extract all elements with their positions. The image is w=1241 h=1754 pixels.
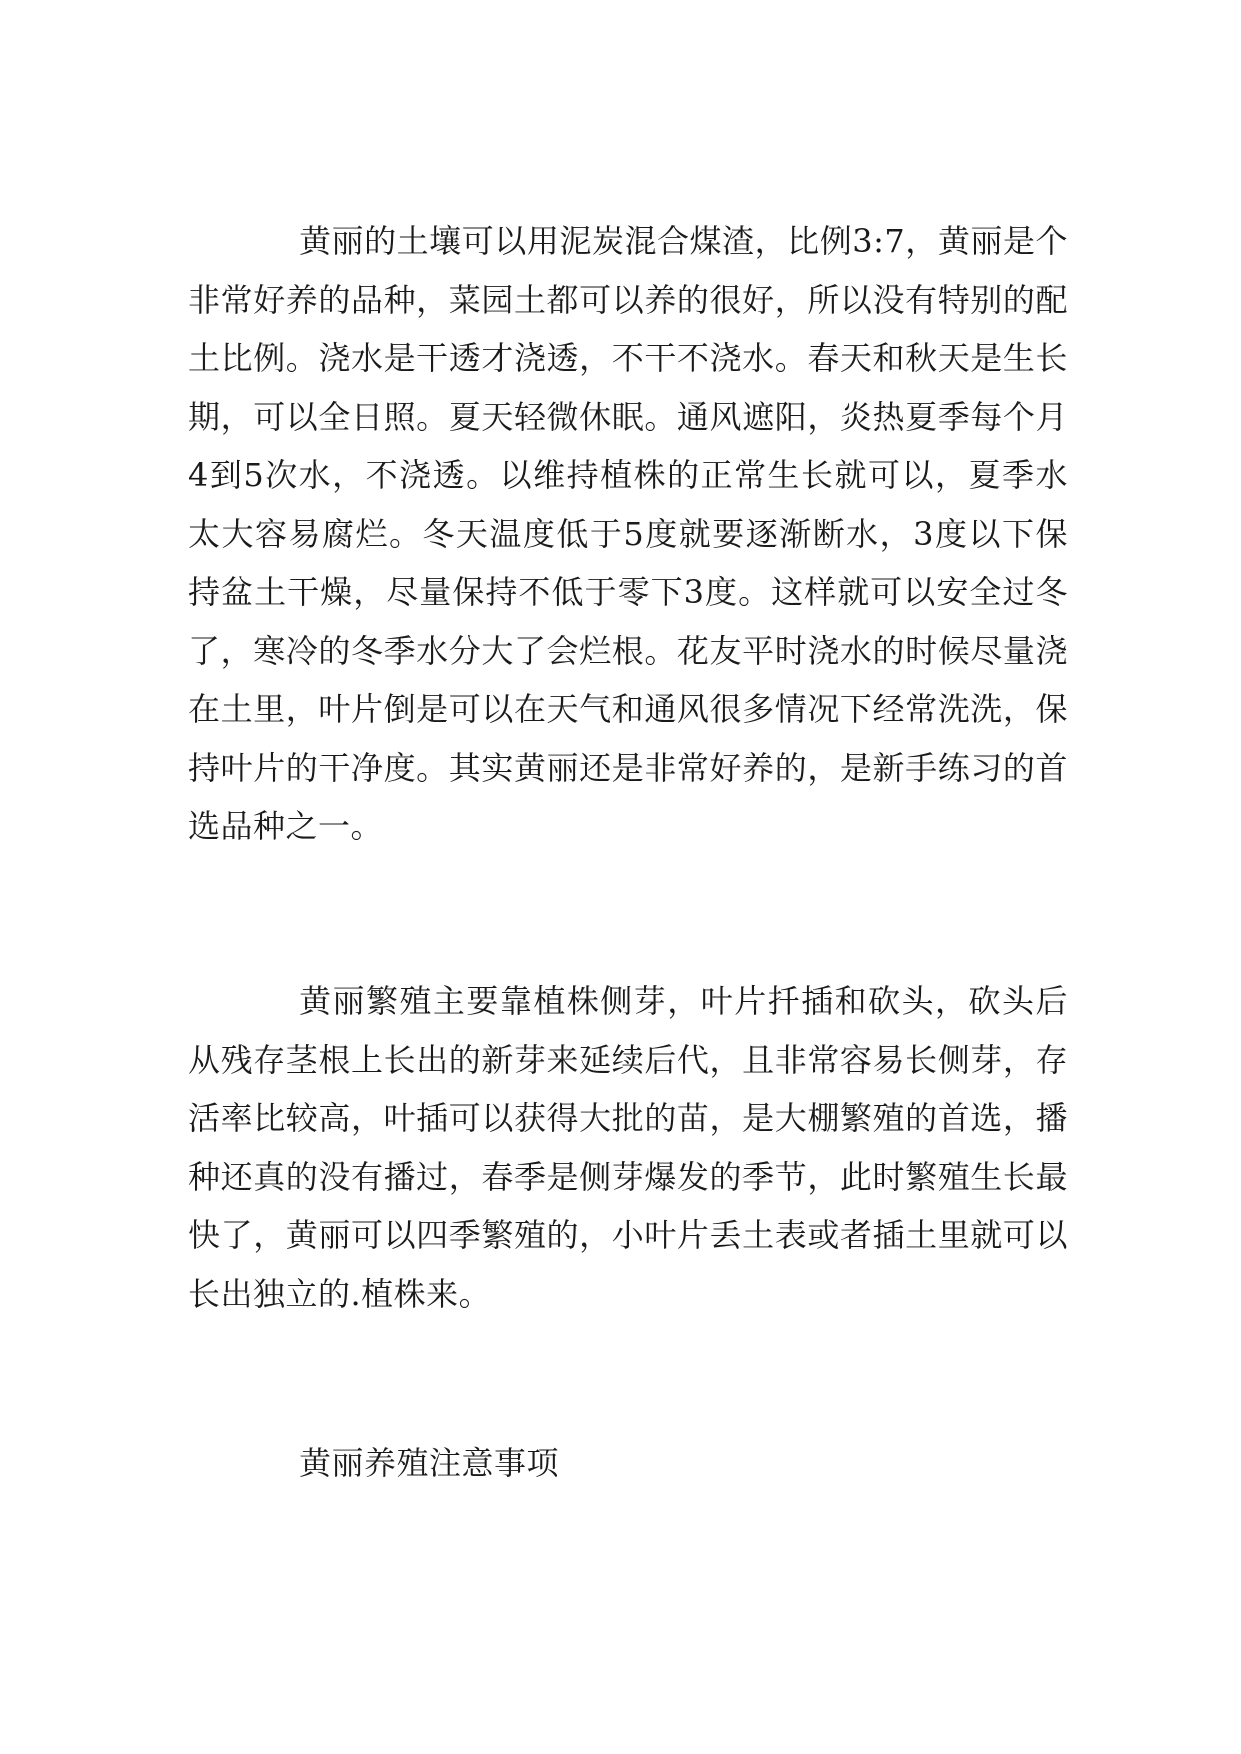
section-heading: 黄丽养殖注意事项 bbox=[299, 1444, 560, 1482]
paragraph-propagation: 黄丽繁殖主要靠植株侧芽，叶片扦插和砍头，砍头后从残存茎根上长出的新芽来延续后代，且非常容易长侧芽，存活率比较高，叶插可以获得大批的苗，是大棚繁殖的首选，播种还真的没有播过，春季是侧芽爆发的季节，此时繁殖生长最快了，黄丽可以四季繁殖的，小叶片丢土表或者插土里就可以长出独立的.植株来。 bbox=[188, 982, 1068, 1313]
paragraph-soil-watering: 黄丽的土壤可以用泥炭混合煤渣，比例3:7，黄丽是个非常好养的品种，菜园土都可以养的很好，所以没有特别的配土比例。浇水是干透才浇透，不干不浇水。春天和秋天是生长期，可以全日照。夏天轻微休眠。通风遮阳，炎热夏季每个月4到5次水，不浇透。以维持植株的正常生长就可以，夏季水太大容易腐烂。冬天温度低于5度就要逐渐断水，3度以下保持盆土干燥，尽量保持不低于零下3度。这样就可以安全过冬了，寒冷的冬季水分大了会烂根。花友平时浇水的时候尽量浇在土里，叶片倒是可以在天气和通风很多情况下经常洗洗，保持叶片的干净度。其实黄丽还是非常好养的，是新手练习的首选品种之一。 bbox=[188, 222, 1068, 845]
